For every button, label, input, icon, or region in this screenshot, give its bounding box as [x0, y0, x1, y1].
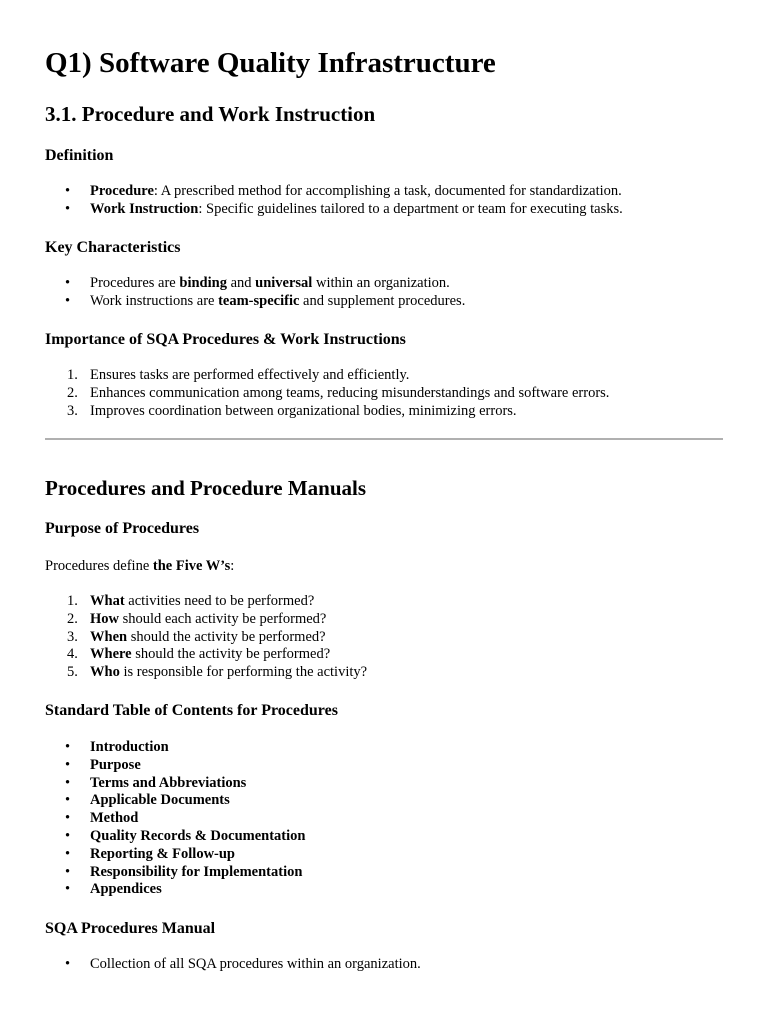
list-number: 3. [67, 628, 78, 645]
list-number: 2. [67, 384, 78, 401]
list-item [45, 846, 305, 864]
list-item-text: should each activity be performed? [119, 610, 327, 627]
list-item [45, 385, 609, 403]
page-title: Q1) Software Quality Infrastructure [45, 47, 496, 79]
list-number: 2. [67, 610, 78, 627]
definition-list [45, 183, 623, 219]
manual-heading: SQA Procedures Manual [45, 920, 216, 937]
list-item [45, 664, 367, 682]
emphasis-binding: binding [179, 275, 227, 291]
list-item [45, 275, 465, 293]
list-item [45, 810, 305, 828]
list-item-text: Collection of all SQA procedures within an organization. [90, 956, 421, 972]
toc-heading: Standard Table of Contents for Procedures [45, 702, 338, 719]
five-ws-list [45, 593, 367, 682]
list-number: 1. [67, 593, 78, 609]
text-run: within an organization. [312, 275, 450, 291]
list-item [45, 183, 623, 201]
list-item [45, 828, 305, 846]
toc-item: Introduction [90, 739, 169, 755]
list-item [45, 593, 367, 611]
text-run: and supplement procedures. [299, 292, 466, 309]
term-how: How [90, 610, 119, 627]
list-item-text: is responsible for performing the activity? [119, 664, 368, 681]
section-heading-procedure-work-instruction: 3.1. Procedure and Work Instruction [45, 102, 376, 126]
importance-heading: Importance of SQA Procedures & Work Instructions [45, 331, 406, 348]
term-procedure: Procedure [90, 183, 154, 199]
list-item [45, 775, 305, 793]
purpose-intro [45, 557, 234, 575]
list-item-text: Ensures tasks are performed effectively and efficiently. [90, 367, 410, 383]
list-item [45, 739, 305, 757]
text-run: Procedures are [90, 275, 180, 291]
text-run: : [230, 558, 235, 574]
list-item-text: should the activity be performed? [131, 646, 331, 663]
term-when: When [90, 628, 128, 645]
text-run: Work instructions are [90, 292, 219, 309]
list-item-text: should the activity be performed? [127, 628, 326, 645]
definition-heading: Definition [45, 147, 114, 164]
list-item-text: activities need to be performed? [124, 593, 315, 609]
importance-list [45, 367, 609, 420]
definition-text: : Specific guidelines tailored to a department or team for executing tasks. [198, 200, 623, 217]
toc-item: Terms and Abbreviations [90, 774, 247, 791]
list-item [45, 367, 609, 385]
term-who: Who [90, 664, 120, 681]
list-item [45, 792, 305, 810]
list-item [45, 293, 465, 311]
emphasis-team-specific: team-specific [218, 292, 300, 309]
list-number: 3. [67, 402, 78, 419]
horizontal-divider [45, 438, 723, 440]
list-item [45, 956, 421, 974]
section-heading-procedure-manuals: Procedures and Procedure Manuals [45, 476, 367, 500]
definition-text: : A prescribed method for accomplishing a task, documented for standardization. [153, 183, 622, 199]
toc-list [45, 739, 305, 899]
toc-item: Appendices [90, 881, 162, 898]
text-run: Procedures define [45, 558, 153, 574]
toc-item: Method [90, 810, 139, 827]
list-item-text: Enhances communication among teams, reducing misunderstandings and software errors. [90, 384, 610, 401]
toc-item: Applicable Documents [90, 792, 230, 809]
term-work-instruction: Work Instruction [90, 200, 199, 217]
emphasis-universal: universal [255, 275, 313, 291]
list-item [45, 611, 367, 629]
purpose-heading: Purpose of Procedures [45, 520, 200, 537]
text-run: and [226, 275, 256, 291]
list-number: 4. [67, 646, 78, 663]
emphasis-five-ws: the Five W’s [152, 558, 231, 574]
list-item [45, 201, 623, 219]
term-where: Where [90, 646, 132, 663]
term-what: What [90, 593, 125, 609]
key-characteristics-list [45, 275, 465, 311]
toc-item: Reporting & Follow-up [90, 845, 235, 862]
list-number: 5. [67, 664, 78, 681]
toc-item: Purpose [90, 756, 141, 773]
list-item [45, 757, 305, 775]
key-characteristics-heading: Key Characteristics [45, 239, 181, 256]
toc-item: Responsibility for Implementation [90, 863, 303, 880]
manual-list [45, 956, 421, 974]
list-number: 1. [67, 367, 78, 383]
list-item [45, 629, 367, 647]
toc-item: Quality Records & Documentation [90, 827, 306, 844]
list-item [45, 864, 305, 882]
list-item [45, 646, 367, 664]
list-item [45, 881, 305, 899]
list-item [45, 403, 609, 421]
list-item-text: Improves coordination between organizational bodies, minimizing errors. [90, 402, 517, 419]
